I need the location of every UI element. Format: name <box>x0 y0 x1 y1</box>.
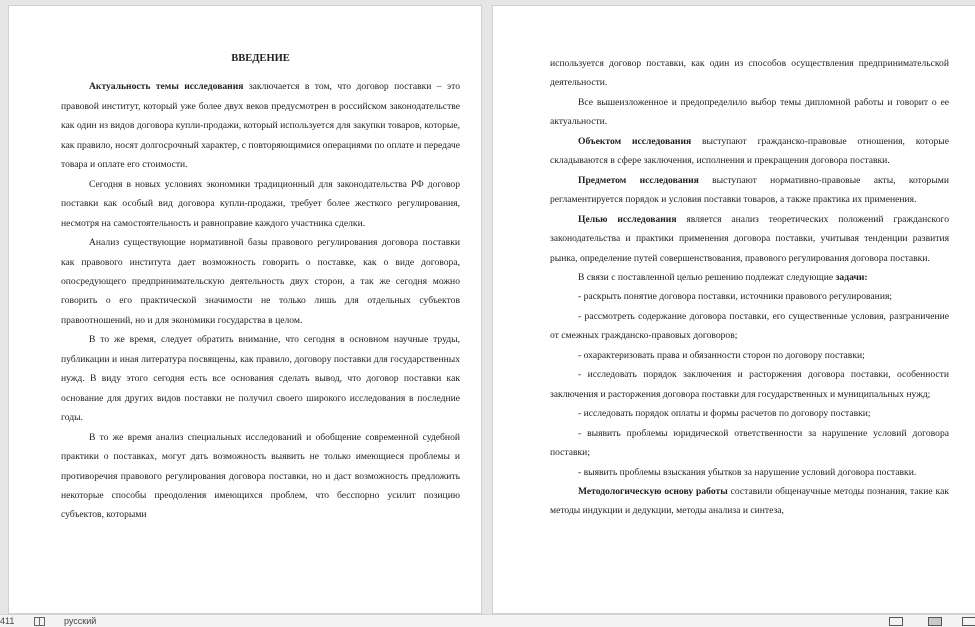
paragraph: используется договор поставки, как один из способов осуществления предпринимательской деятельности. <box>550 58 949 89</box>
bold-heading: Объектом исследования <box>578 135 692 147</box>
bold-heading: Методологическую основу работы <box>578 485 728 497</box>
list-item: - исследовать порядок заключения и расторжения договора поставки, особенности заключения и расторжения договора поставки для государственных и муниципальных нужд; <box>550 369 949 400</box>
paragraph <box>550 132 949 171</box>
list-item: - выявить проблемы взыскания убытков за нарушение условий договора поставки. <box>578 466 917 478</box>
list-item: - исследовать порядок оплаты и формы расчетов по договору поставки; <box>578 408 871 420</box>
paragraph <box>550 210 949 268</box>
paragraph-text: В связи с поставленной целью решению подлежат следующие <box>578 271 836 283</box>
document-page-2[interactable] <box>492 5 975 614</box>
paragraph: Все вышеизложенное и предопределило выбор темы дипломной работы и говорит о ее актуальности. <box>550 96 949 128</box>
paragraph-text: является анализ теоретических положений гражданского законодательства и практики применения договора поставки, учитывая тенденции развития рынка, определение путей совершенствования, правового регулирования договора поставки. <box>550 213 949 264</box>
paragraph: Анализ существующие нормативной базы правового регулирования договора поставки как правового института дает возможность говорить о поставке, как о виде договора, опосредующего предпринимательскую деятельность двух сторон, а так же сегодня можно говорить о его практической значимости не только лишь для отдельных субъектов правоотношений, но и для экономики государства в целом. <box>61 237 460 326</box>
bold-heading: Предметом исследования <box>578 174 699 186</box>
paragraph: Сегодня в новых условиях экономики традиционный для законодательства РФ договор поставки как особый вид договора купли-продажи, требует более жесткого регулирования, несмотря на самостоятельность и равноправие каждого участника сделки. <box>61 178 460 229</box>
paragraph-text: составили общенаучные методы познания, такие как методы индукции и дедукции, методы анализа и синтеза, <box>550 485 949 517</box>
bold-heading: Целью исследования <box>578 213 677 225</box>
web-layout-icon[interactable] <box>962 617 975 626</box>
language-indicator[interactable]: русский <box>64 616 97 626</box>
list-item: - выявить проблемы юридической ответственности за нарушение условий договора поставки; <box>550 427 949 459</box>
print-layout-icon[interactable] <box>928 617 942 626</box>
page-count[interactable]: 411 <box>0 616 15 626</box>
proofing-book-icon[interactable] <box>34 617 45 626</box>
read-mode-icon[interactable] <box>889 617 903 626</box>
bold-heading: задачи: <box>835 271 868 283</box>
paragraph-text: заключается в том, что договор поставки – это правовой институт, который уже более двух веков предусмотрен в российском законодательстве как один из видов договора купли-продажи, который используется для закупки товаров, которые, как правило, носят долгосрочный характер, с повторяющимися операциями по оплате и передаче товара и оплате его стоимости. <box>61 81 460 171</box>
bold-heading: Актуальность темы исследования <box>89 81 244 93</box>
page-2-text[interactable] <box>550 54 949 521</box>
status-bar <box>0 614 975 627</box>
paragraph <box>61 77 460 174</box>
paragraph-text: выступают нормативно-правовые акты, которыми регламентируется порядок и условия поставки товаров, а также практика их применения. <box>550 174 949 206</box>
paragraph-text: выступают гражданско-правовые отношения, которые складываются в сфере заключения, исполнения и прекращения договора поставки. <box>550 135 949 167</box>
paragraph: В то же время, следует обратить внимание, что сегодня в основном научные труды, публикации и иная литература посвящены, как правило, договору поставки для государственных нужд. В виду этого сегодня есть все основания сделать вывод, что договор поставки как основание для других видов поставки не получил своего широкого исследования в последние годы. <box>61 334 460 424</box>
list-item: - рассмотреть содержание договора поставки, его существенные условия, разграничение от смежных гражданско-правовых договоров; <box>550 310 949 342</box>
list-item: - раскрыть понятие договора поставки, источники правового регулирования; <box>578 291 893 303</box>
paragraph: В то же время анализ специальных исследований и обобщение современной судебной практики о поставках, могут дать возможность выявить не только имеющиеся проблемы и противоречия правового регулирования договора поставки, но и даст возможность предложить некоторые способы преодоления имеющихся проблем, что бесспорно усилит позицию субъектов, которыми <box>61 431 460 521</box>
page-1-text[interactable] <box>61 6 460 525</box>
document-title: ВВЕДЕНИЕ <box>231 53 290 64</box>
paragraph <box>550 171 949 210</box>
paragraph <box>550 482 949 521</box>
list-item: - охарактеризовать права и обязанности сторон по договору поставки; <box>578 349 865 361</box>
paragraph <box>550 268 949 287</box>
document-page-1[interactable] <box>8 5 482 614</box>
